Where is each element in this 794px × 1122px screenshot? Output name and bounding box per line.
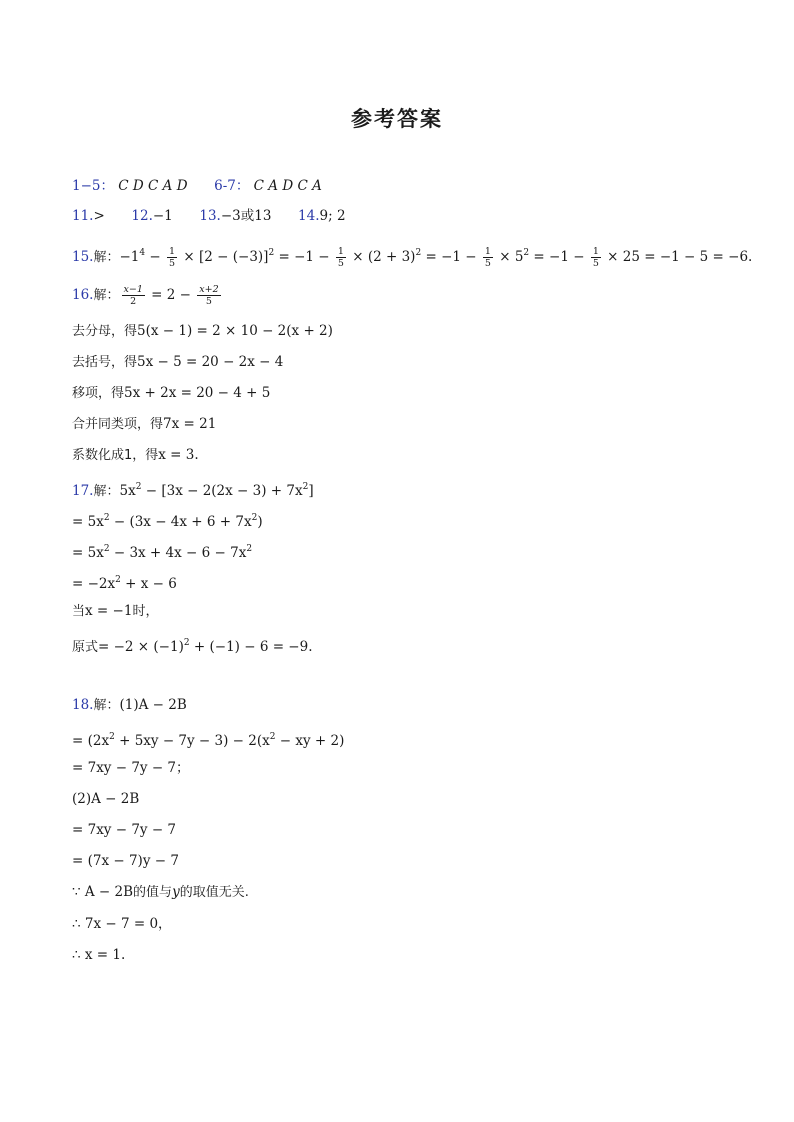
q18-step [72, 914, 172, 934]
fill-answers-line [72, 206, 346, 226]
q16-term: = 2 − [146, 287, 196, 303]
exp: 2 [115, 575, 121, 585]
step-math: 5x + 2x = 20 − 4 + 5 [124, 385, 271, 401]
q17-jie: 解： [93, 484, 120, 499]
math-term: 5x [119, 483, 136, 499]
frac-num: x−1 [123, 284, 143, 295]
q16-label: 16. [72, 287, 94, 303]
step-text: 合并同类项，得 [72, 417, 164, 432]
step-math: 5x − 5 = 20 − 2x − 4 [137, 354, 284, 370]
q15-term: × [2 − (−3)] [179, 249, 269, 265]
q16-step [72, 445, 199, 466]
math-term: + 5xy − 7y − 3) − 2(x [114, 733, 270, 749]
q11-answer: > [93, 208, 105, 224]
step-math: x = 3. [158, 447, 199, 463]
q12-label: 12. [131, 208, 153, 224]
q17-label: 17. [72, 483, 94, 499]
math-term: − 3x + 4x − 6 − 7x [109, 545, 247, 561]
q16-fraction-left [122, 284, 145, 307]
q15-term: × 5 [494, 249, 524, 265]
q18-step [72, 758, 190, 778]
q15-term: − [145, 249, 166, 265]
q18-step [72, 882, 249, 903]
math-term: − (3x − 4x + 6 + 7x [109, 514, 252, 530]
frac-den: 5 [484, 258, 491, 269]
frac-den: 5 [169, 258, 176, 269]
math-term: ∵ A − 2B [72, 884, 134, 900]
q16-step [72, 321, 333, 342]
math-term: = −2x [72, 576, 116, 592]
q13-answer: −3或13 [220, 208, 272, 224]
math-term: (1)A − 2B [119, 697, 187, 713]
q17-expression [72, 477, 314, 502]
q15-term: −1 [119, 249, 140, 265]
frac-den: 5 [205, 296, 212, 307]
math-term: + (−1) − 6 = −9. [189, 639, 313, 655]
q15-solution [72, 243, 752, 269]
step-text: 原式 [72, 640, 99, 655]
step-math: 7x = 21 [163, 416, 217, 432]
frac-num: 1 [337, 246, 344, 257]
math-term: = 7xy − 7y − 7 [72, 822, 177, 838]
frac-num: 1 [484, 246, 491, 257]
exp: 2 [183, 638, 190, 648]
q12-answer: −1 [152, 208, 173, 224]
q15-label: 15. [72, 249, 94, 265]
exp: 2 [251, 513, 258, 523]
exp: 2 [302, 482, 309, 492]
q15-term: × 25 = −1 − 5 = −6. [602, 249, 753, 265]
exp: 2 [103, 544, 110, 554]
step-text: 系数化成1，得 [72, 448, 159, 463]
q15-term: = −1 − [274, 249, 334, 265]
page-title: 参考答案 [351, 107, 443, 131]
math-term: = (7x − 7)y − 7 [72, 853, 179, 869]
q15-exp: 2 [415, 248, 422, 258]
q15-exp: 2 [523, 248, 530, 258]
math-term: = 5x [72, 545, 104, 561]
step-text: 去括号，得 [72, 355, 138, 370]
step-text: 时， [132, 604, 159, 619]
math-term: ) [257, 514, 263, 530]
q6-7-answers: C A D C A [253, 178, 322, 194]
frac-den: 2 [130, 296, 137, 307]
mc-answers-line [72, 176, 322, 196]
exp: 2 [109, 732, 115, 742]
q16-equation [72, 284, 223, 307]
math-term: − [3x − 2(2x − 3) + 7x [141, 483, 303, 499]
q18-part2 [72, 789, 139, 809]
q6-7-label: 6-7： [214, 178, 250, 194]
q18-step [72, 851, 179, 871]
q17-when [72, 601, 158, 622]
q14-label: 14. [298, 208, 320, 224]
q1-5-answers: C D C A D [118, 178, 188, 194]
q16-step [72, 414, 216, 435]
math-term: − xy + 2) [275, 733, 345, 749]
step-text: 移项，得 [72, 386, 125, 401]
q16-step [72, 383, 270, 404]
math-term: = 5x [72, 514, 104, 530]
math-term: ∴ x = 1. [72, 947, 126, 963]
q13-label: 13. [199, 208, 221, 224]
q15-jie: 解： [93, 250, 120, 265]
q18-jie: 解： [93, 698, 120, 713]
frac-num: x+2 [199, 284, 219, 295]
step-math: 5(x − 1) = 2 × 10 − 2(x + 2) [137, 323, 333, 339]
q17-step [72, 539, 252, 563]
q15-fraction [336, 246, 346, 269]
q14-answer: 9; 2 [319, 208, 346, 224]
math-term: = (2x [72, 733, 110, 749]
q15-term: × (2 + 3) [347, 249, 416, 265]
q16-step [72, 352, 283, 373]
frac-den: 5 [592, 258, 599, 269]
exp: 2 [135, 482, 142, 492]
q16-fraction-right [197, 284, 220, 307]
q15-fraction [167, 246, 177, 269]
step-text: 的值与 [133, 885, 173, 900]
q18-step [72, 820, 176, 840]
q15-term: = −1 − [529, 249, 589, 265]
math-term: = 7xy − 7y − 7； [72, 760, 190, 776]
frac-num: 1 [592, 246, 599, 257]
frac-den: 5 [337, 258, 344, 269]
q17-step [72, 570, 177, 594]
q18-step [72, 945, 125, 965]
q18-part1 [72, 695, 187, 716]
math-term: + x − 6 [120, 576, 177, 592]
math-term: x = −1 [85, 603, 133, 619]
q17-step [72, 508, 263, 532]
q15-exp: 4 [139, 248, 146, 258]
exp: 2 [269, 732, 276, 742]
step-text: 去分母，得 [72, 324, 138, 339]
math-term: ] [308, 483, 314, 499]
math-term: (2)A − 2B [72, 791, 140, 807]
math-term: = −2 × (−1) [98, 639, 184, 655]
exp: 2 [103, 513, 110, 523]
q15-fraction [591, 246, 601, 269]
q11-label: 11. [72, 208, 94, 224]
q17-result [72, 633, 313, 658]
step-text: 的取值无关. [179, 885, 249, 900]
q1-5-label: 1−5： [72, 178, 114, 194]
q16-jie: 解： [93, 288, 120, 303]
exp: 2 [246, 544, 253, 554]
q15-term: = −1 − [421, 249, 481, 265]
math-term: ∴ 7x − 7 = 0， [72, 916, 172, 932]
q15-exp: 2 [268, 248, 275, 258]
step-text: 当 [72, 604, 86, 619]
math-term: y [172, 884, 180, 900]
q18-step [72, 727, 344, 751]
frac-num: 1 [169, 246, 176, 257]
q15-fraction [483, 246, 493, 269]
q18-label: 18. [72, 697, 94, 713]
